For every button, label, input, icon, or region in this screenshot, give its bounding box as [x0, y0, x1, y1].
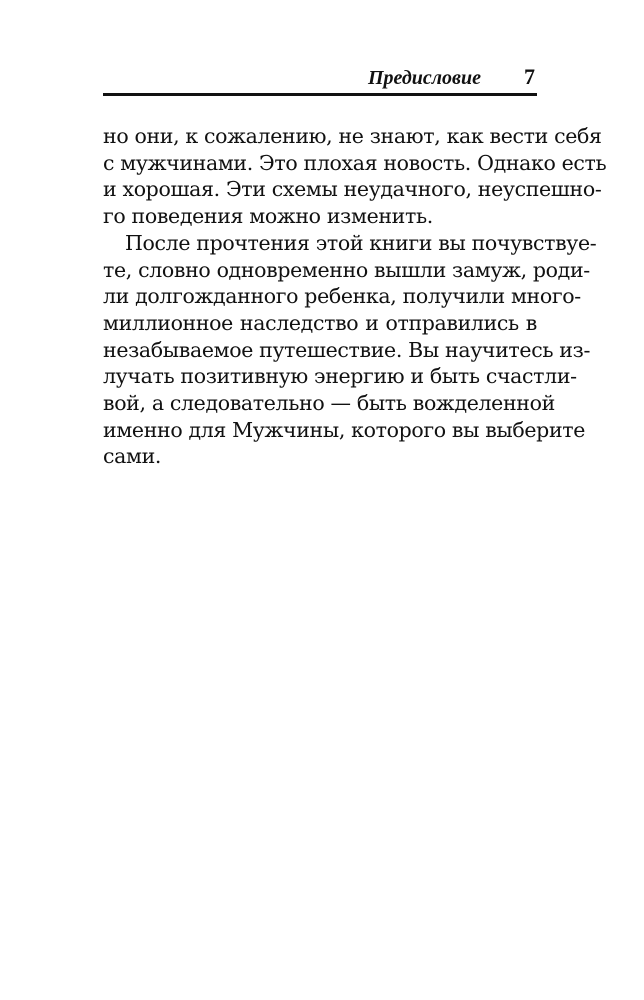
- text-line: сами.: [103, 444, 162, 469]
- text-line: ли долгожданного ребенка, получили много-: [103, 284, 581, 309]
- running-header: [103, 64, 537, 92]
- text-line: но они, к сожалению, не знают, как вести себя: [103, 124, 602, 148]
- text-line: вой, а следовательно — быть вожделенной: [103, 391, 555, 416]
- body-text: [103, 123, 607, 470]
- text-line: лучать позитивную энергию и быть счастли-: [103, 364, 577, 389]
- text-line: именно для Мужчины, которого вы выберите: [103, 417, 586, 442]
- paragraph-2: [103, 230, 597, 470]
- paragraph-1: [103, 123, 607, 230]
- text-line: го поведения можно изменить.: [103, 204, 433, 229]
- chapter-title: Предисловие: [367, 67, 481, 89]
- page-number: 7: [524, 64, 535, 89]
- text-line: те, словно одновременно вышли замуж, роди-: [103, 257, 590, 282]
- text-line: миллионное наследство и отправились в: [103, 310, 537, 335]
- text-line: После прочтения этой книги вы почувствуе-: [125, 230, 597, 255]
- text-line: с мужчинами. Это плохая новость. Однако есть: [103, 150, 607, 175]
- text-line: незабываемое путешествие. Вы научитесь из-: [103, 337, 591, 362]
- header-rule: [103, 93, 537, 96]
- text-line: и хорошая. Эти схемы неудачного, неуспешно-: [103, 177, 602, 202]
